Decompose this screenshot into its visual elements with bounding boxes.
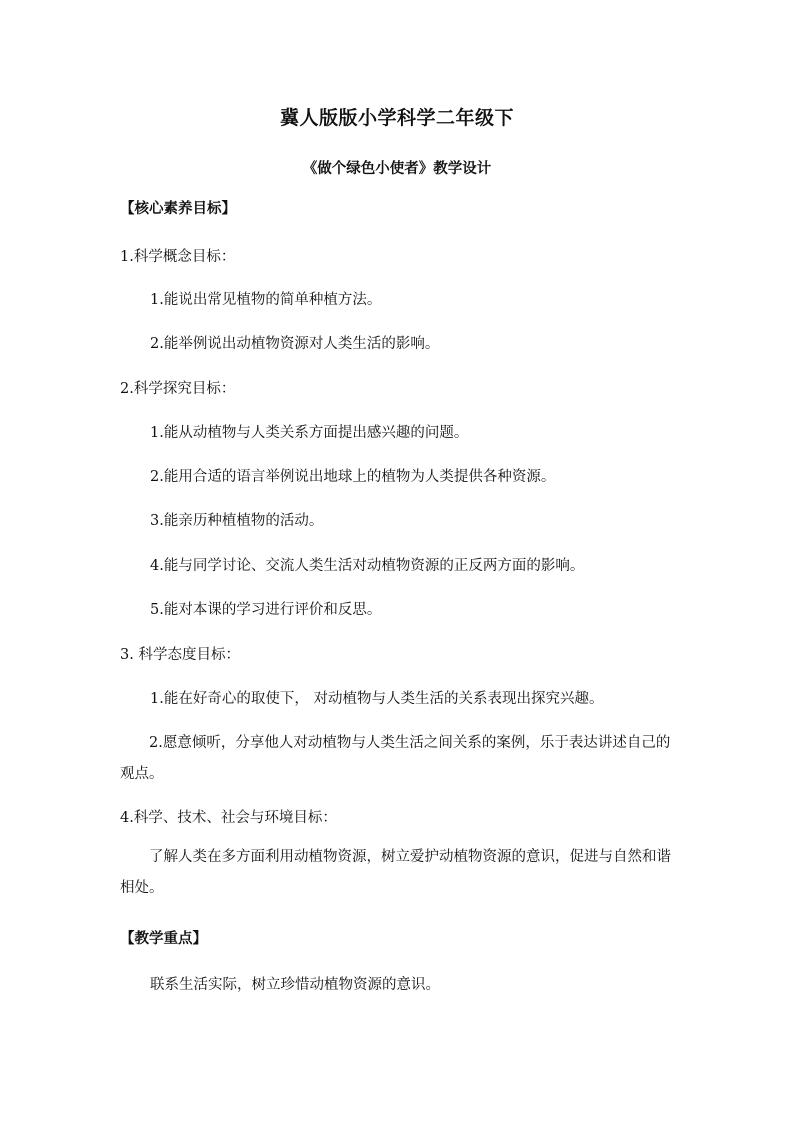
heading-concept-goal: 1.科学概念目标： [120, 249, 236, 265]
heading-inquiry-goal: 2.科学探究目标： [120, 381, 236, 397]
inquiry-goal-item: 1.能从动植物与人类关系方面提出感兴趣的问题。 [150, 425, 469, 441]
document-title: 冀人版版小学科学二年级下 [279, 107, 514, 129]
inquiry-goal-item: 2.能用合适的语言举例说出地球上的植物为人类提供各种资源。 [150, 469, 556, 485]
stse-goal-text: 了解人类在多方面利用动植物资源，树立爱护动植物资源的意识，促进与自然和谐相处。 [120, 849, 671, 896]
section-heading-key: 【教学重点】 [120, 930, 207, 947]
document-subtitle: 《做个绿色小使者》教学设计 [302, 160, 492, 177]
heading-stse-goal: 4.科学、技术、社会与环境目标： [120, 810, 337, 826]
section-heading-core: 【核心素养目标】 [120, 200, 236, 217]
inquiry-goal-item: 3.能亲历种植植物的活动。 [150, 513, 324, 529]
attitude-goal-item: 2.愿意倾听，分享他人对动植物与人类生活之间关系的案例，乐于表达讲述自己的观点。 [120, 735, 671, 782]
concept-goal-item: 2.能举例说出动植物资源对人类生活的影响。 [150, 336, 440, 352]
inquiry-goal-item: 4.能与同学讨论、交流人类生活对动植物资源的正反两方面的影响。 [150, 558, 585, 574]
attitude-goal-item: 1.能在好奇心的取使下， 对动植物与人类生活的关系表现出探究兴趣。 [150, 691, 604, 707]
key-point-text: 联系生活实际，树立珍惜动植物资源的意识。 [150, 977, 440, 993]
inquiry-goal-item: 5.能对本课的学习进行评价和反思。 [150, 602, 382, 618]
concept-goal-item: 1.能说出常见植物的简单种植方法。 [150, 292, 382, 308]
heading-attitude-goal: 3. 科学态度目标： [120, 647, 240, 663]
